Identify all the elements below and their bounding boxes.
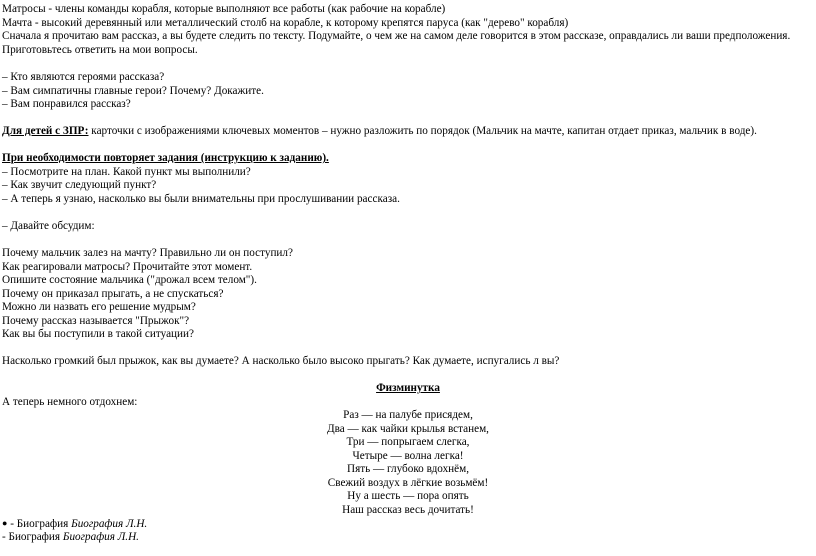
bio-italic: Биография Л.Н. <box>62 531 139 543</box>
bio-line-1 <box>2 517 147 531</box>
poem-line: Пять — глубоко вдохнём, <box>346 463 470 475</box>
bio-prefix: - Биография <box>2 531 63 543</box>
poem-line: Два — как чайки крылья встанем, <box>327 423 489 435</box>
zpr-text: карточки с изображениями ключевых моментов – нужно разложить по порядок (Мальчик на мачте, капитан отдает приказ, мальчик в воде). <box>88 125 757 137</box>
bio-line-2 <box>2 531 139 544</box>
zpr-paragraph <box>2 125 757 138</box>
repeat-heading: При необходимости повторяет задания (инструкцию к заданию). <box>2 152 329 164</box>
intro-line-reading: Сначала я прочитаю вам рассказ, а вы будете следить по тексту. Подумайте, о чем же на самом деле говорится в этом рассказе, оправдались ли ваши предположения. <box>2 30 791 42</box>
intro-line-prepare: Приготовьтесь ответить на мои вопросы. <box>2 44 198 56</box>
jump-question: Насколько громкий был прыжок, как вы думаете? А насколько было высоко прыгать? Как думаете, испугались л вы? <box>2 355 560 367</box>
poem-line: Ну а шесть — пора опять <box>347 490 469 502</box>
zpr-label: Для детей с ЗПР: <box>2 125 89 137</box>
question-heroes: – Кто являются героями рассказа? <box>2 71 165 83</box>
repeat-item-next: – Как звучит следующий пункт? <box>2 179 157 191</box>
fizminutka-intro: А теперь немного отдохнем: <box>2 396 138 408</box>
poem-line: Свежий воздух в лёгкие возьмём! <box>327 477 489 489</box>
repeat-item-plan: – Посмотрите на план. Какой пункт мы выполнили? <box>2 166 251 178</box>
bullet-icon: ● <box>2 518 8 528</box>
discussion-question: Почему рассказ называется "Прыжок"? <box>2 315 190 327</box>
repeat-item-attention: – А теперь я узнаю, насколько вы были внимательны при прослушивании рассказа. <box>2 193 400 205</box>
discussion-question: Как реагировали матросы? Прочитайте этот момент. <box>2 261 253 273</box>
poem-line: Раз — на палубе присядем, <box>343 409 473 421</box>
fizminutka-title: Физминутка <box>376 382 440 394</box>
discuss-line: – Давайте обсудим: <box>2 220 95 232</box>
discussion-question: Почему мальчик залез на мачту? Правильно ли он поступил? <box>2 247 293 259</box>
bio-prefix: - Биография <box>7 518 72 530</box>
intro-line-sailors: Матросы - члены команды корабля, которые выполняют все работы (как рабочие на корабле) <box>2 3 446 15</box>
question-liked: – Вам понравился рассказ? <box>2 98 131 110</box>
bio-italic: Биография Л.Н. <box>71 518 148 530</box>
poem-line: Три — попрыгаем слегка, <box>346 436 470 448</box>
discussion-question: Почему он приказал прыгать, а не спускаться? <box>2 288 224 300</box>
discussion-question: Можно ли назвать его решение мудрым? <box>2 301 196 313</box>
poem-line: Наш рассказ весь дочитать! <box>342 504 474 516</box>
intro-line-mast: Мачта - высокий деревянный или металлический столб на корабле, к которому крепятся паруса (как "дерево" корабля) <box>2 17 569 29</box>
question-sympathy: – Вам симпатичны главные герои? Почему? Докажите. <box>2 85 264 97</box>
discussion-question: Опишите состояние мальчика ("дрожал всем телом"). <box>2 274 257 286</box>
poem-line: Четыре — волна легка! <box>352 450 464 462</box>
discussion-question: Как вы бы поступили в такой ситуации? <box>2 328 194 340</box>
